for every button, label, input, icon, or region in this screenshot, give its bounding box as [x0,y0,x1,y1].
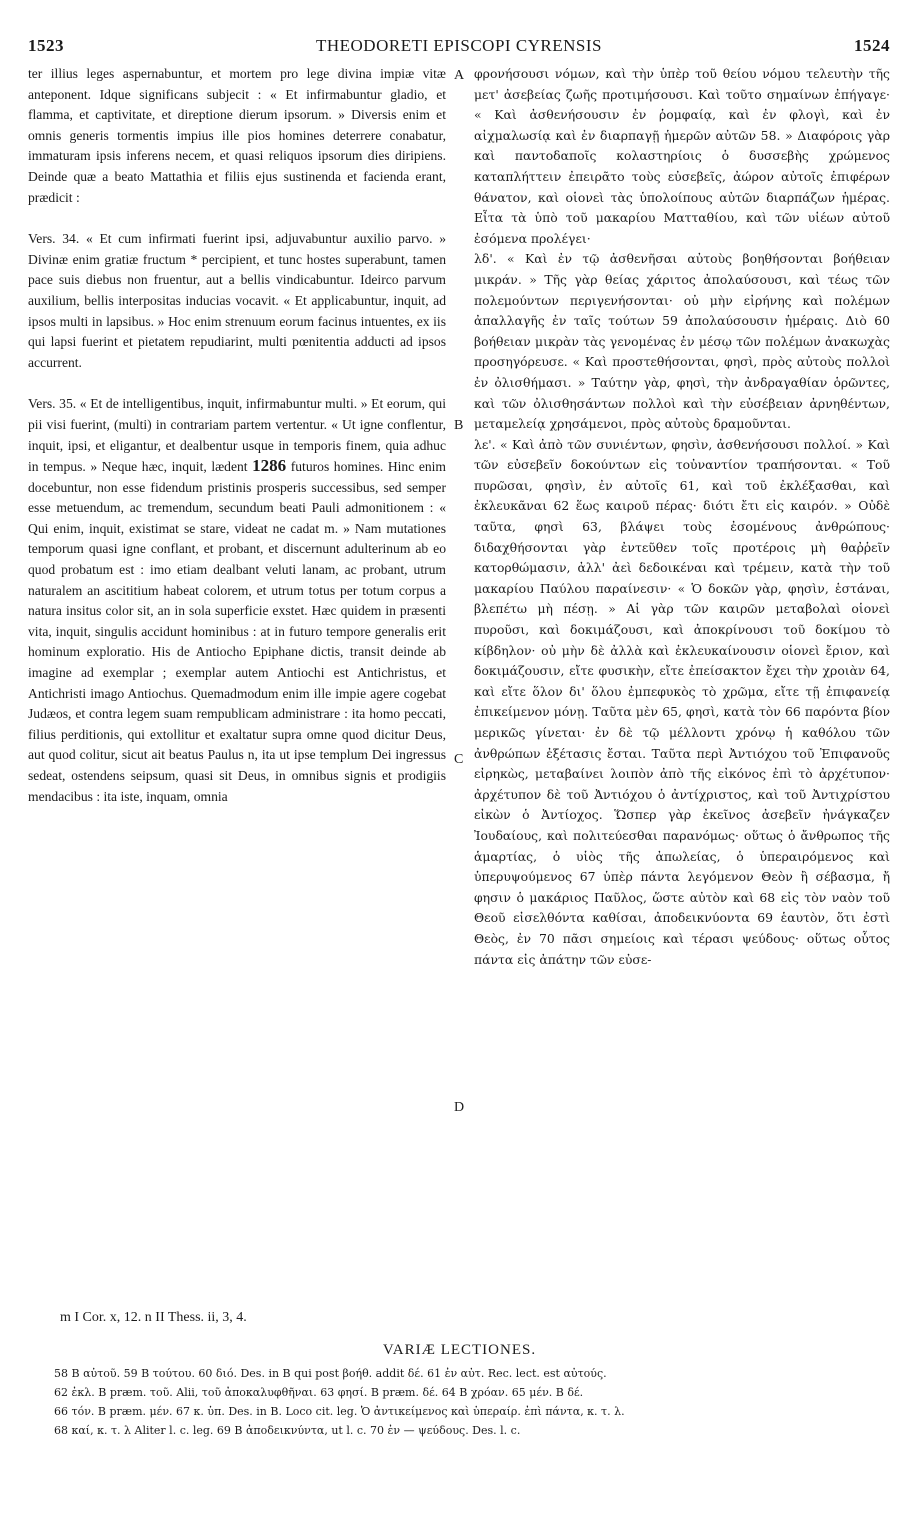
latin-paragraph-vers-35-part-a: Vers. 35. « Et de intelligentibus, inquit, infirmabuntur multi. » Et eorum, qui pii visi fuerint, (multi) in contrariam partem vertentur. « Ut igne conflentur, inquit, ipsi, et eligantur, et dealbentur usque in temporis finem, quia adhuc in tempus. » Neque hæc, inquit, lædent [28,396,446,475]
latin-paragraph-vers-34: Vers. 34. « Et cum infirmati fuerint ipsi, adjuvabuntur auxilio parvo. » Divinæ enim gratiæ fructum * percipient, et tunc hostes superabunt, tamen pace suis diebus non fruentur, aut a bellis vindicabuntur. Ideirco parvum auxilium, bellis interpositas inducias vocavit. « Et applicabuntur, inquit, ad ipsos multi in lapsibus. » Hoc enim strenuum eorum facinus intuentes, ex iis qui lapsi fuerint et pietatem repudiarint, multi pœnitentia adducti ad ipsos accurrent. [28,231,446,370]
margin-marker-b: B [454,418,464,433]
greek-paragraph-34: λδ'. « Καὶ ἐν τῷ ἀσθενῆσαι αὐτοὺς βοηθήσονται βοήθειαν μικράν. » Τῆς γὰρ θείας χάριτος ἀπολαύσουσι, καὶ τέως τῶν πολεμούντων περιγενήσονται· οὐ μὴν εἰρήνης καὶ πολέμων ἀπαλλαγῆς ἐν ταῖς τούτων 59 ἀπολαύσουσιν ἡμέραις. Διὸ 60 βοήθειαν μικρὰν τὰς γενομένας ἐν μέσῳ τῶν πολέμων ἀνακωχὰς προσηγόρευσε. « Καὶ προστεθήσονται, φησὶ, πρὸς αὐτοὺς πολλοὶ ἐν ὀλισθήμασι. » Ταύτην γὰρ, φησὶ, τὴν ἀνδραγαθίαν ὁρῶντες, καὶ τῶν ὀλισθησάντων πολλοὶ καὶ τὴν εὐσέβειαν ἀρνηθέντων, μεταμελείᾳ χρησάμενοι, πρὸς αὐτοὺς δραμοῦνται. [474,251,890,432]
greek-paragraph-35: λε'. « Καὶ ἀπὸ τῶν συνιέντων, φησὶν, ἀσθενήσουσι πολλοί. » Καὶ τῶν εὐσεβεῖν δοκούντων εἰς τοὐναντίον τραπήσονται. « Τοῦ πυρῶσαι, φησὶν, ἐν αὐτοῖς 61, καὶ τοῦ ἐκλέξασθαι, καὶ ἐκλευκᾶναι 62 ἕως καιροῦ πέρας· διότι ἔτι εἰς καιρόν. » Οὐδὲ ταῦτα, φησὶ 63, βλάψει τοὺς ἐσομένους ἀνθρώπους· διδαχθήσονται γὰρ ἐντεῦθεν τοῖς προτέροις μὴ θαῤῥεῖν κατορθώμασιν, ἀλλ' ἀεὶ δεδοικέναι καὶ τρέμειν, κατὰ τὴν τοῦ μακαρίου Παύλου παραίνεσιν· « Ὁ δοκῶν γὰρ, φησὶν, ἑστάναι, βλεπέτω μὴ πέσῃ. » Αἱ γὰρ τῶν καιρῶν μεταβολαὶ οἱονεὶ πυροῦσι, καὶ δοκιμάζουσι, καὶ ἀποκρίνουσι τοῦ δοκίμου τὸ κίβδηλον· οὐ μὴν δὲ ἀλλὰ καὶ ἐκλευκαίνουσιν οἱονεὶ ἔριον, καὶ δοκιμάζουσιν, εἴτε φυσικὴν, εἴτε ἐπείσακτον ἔχει τὴν χροιὰν 64, καὶ εἴτε ὅλον δι' ὅλου ἐμπεφυκὸς τὸ χρῶμα, εἴτε τῇ ἐπιφανείᾳ ἐπικείμενον μόνῃ. Ταῦτα μὲν 65, φησὶ, κατὰ τὸν 66 παρόντα βίον μερικῶς γίνεται· ἐν δὲ τῷ μέλλοντι χρόνῳ ἡ καθόλου τῶν ἀνθρώπων ἐξέτασις ἔσται. Ταῦτα περὶ Ἀντιόχου τοῦ Ἐπιφανοῦς εἰρηκὼς, μεταβαίνει λοιπὸν ἀπὸ τῆς εἰκόνος ἐπὶ τὸ ἀρχέτυπον· ἀρχέτυπον δὲ τοῦ Ἀντιόχου ὁ ἀντίχριστος, καὶ τοῦ Ἀντιχρίστου εἰκὼν ὁ Ἀντίοχος. Ὥσπερ γὰρ ἐκεῖνος ἀσεβεῖν ἠνάγκαζεν Ἰουδαίους, καὶ πολιτεύεσθαι παρανόμως· οὕτως ὁ ἄνθρωπος τῆς ἁμαρτίας, ὁ υἱὸς τῆς ἀπωλείας, ὁ ὑπεραιρόμενος καὶ ὑπερυψούμενος 67 ὑπὲρ πάντα λεγόμενον Θεὸν ἢ σέβασμα, ἤ φησιν ὁ μακάριος Παῦλος, ὥστε αὐτὸν καὶ 68 εἰς τὸν ναὸν τοῦ Θεοῦ εἰσελθόντα καθίσαι, ἀποδεικνύοντα 69 ἑαυτὸν, ὅτι ἐστὶ Θεὸς, ἐν 70 πᾶσι σημείοις καὶ τέρασι ψεύδους· οὕτως οὗτος πάντα εἰς ἀπάτην τῶν εὐσε- [474,436,890,967]
page-number-right: 1524 [854,36,890,55]
margin-marker-c: C [454,752,464,767]
margin-marker-d: D [454,1100,465,1115]
variant-line: 58 B αὐτοῦ. 59 B τούτου. 60 διό. Des. in B qui post βοήθ. addit δέ. 61 ἐν αὐτ. Rec. lect. est αὐτούς. [54,1367,607,1380]
variant-line: 68 καί, κ. τ. λ Aliter l. c. leg. 69 B ἀποδεικνύντα, ut l. c. 70 ἐν — ψεύδους. Des. l. c. [54,1424,521,1437]
running-title: THEODORETI EPISCOPI CYRENSIS [315,36,603,55]
latin-paragraph-vers-35 [28,394,446,807]
page-number-left: 1523 [28,36,64,55]
variant-line: 66 τόν. B præm. μέν. 67 κ. ὑπ. Des. in B. Loco cit. leg. Ὁ ἀντικείμενος καὶ ὑπεραίρ. ἐπὶ πάντα, κ. τ. λ. [54,1405,625,1418]
greek-paragraph-1: φρονήσουσι νόμων, καὶ τὴν ὑπὲρ τοῦ θείου νόμου τελευτὴν τῆς μετ' ἀσεβείας ζωῆς προτιμήσουσι. Καὶ τοῦτο σημαίνων ἐπήγαγε· « Καὶ ἀσθενήσουσιν ἐν ῥομφαίᾳ, καὶ ἐν φλογὶ, καὶ ἐν αἰχμαλωσίᾳ καὶ ἐν διαρπαγῇ ἡμερῶν αὐτῶν 58. » Διαφόροις γὰρ καὶ παντοδαποῖς κολαστηρίοις ὁ δυσσεβὴς χρώμενος καταπλήττειν ἐπειρᾶτο τοὺς εὐσεβεῖς, ἀώρον αὐτοῖς ἐπιφέρων θάνατον, καὶ οἱονεὶ τὰς ὑπολοίπους αὐτῶν διαρπάζων ἡμέρας. Εἶτα τὰ ὑπὸ τοῦ μακαρίου Ματταθίου, καὶ τῶν υἱέων αὐτοῦ ἐσόμενα προλέγει· [474,66,890,246]
latin-paragraph-vers-35-part-b: futuros homines. Hinc enim docebuntur, non esse fidendum pristinis prosperis successibus, sed semper esse metuendum, ac tremendum, secundum beati Pauli admonitionem : « Qui enim, inquit, existimat se stare, videat ne cadat m. » Nam mutationes temporum quasi igne conflant, et probant, et discernunt adulterinum ab eo quod probatum est : imo etiam dealbant veluti lanam, ac probant, utrum naturalem an ascititium habeat colorem, et utrum totus per totum corpus a natura insitus color sit, an in sola superficie exstet. Hæc quidem in præsenti vita, inquit, singulis accidunt hominibus : at in futuro tempore generalis erit hominum exploratio. His de Antiocho Epiphane dictis, transit deinde ab imagine ad exemplar ; exemplar autem Antiochi est Antichristus, et Antichristi imago Antiochus. Quemadmodum enim ille impie agere cogebat Judæos, et contra legem suam rempublicam administrare : ita homo peccati, filius perditionis, qui extollitur et exaltatur supra omne quod dicitur Deus, aut quod colitur, sicut ait beatus Paulus n, ita ut ipse templum Dei ingressus sedeat, ostendens seipsum, quasi sit Deus, in omnibus signis et prodigiis mendacibus : ita iste, inquam, omnia [28,459,447,804]
greek-column [474,64,890,970]
variant-line: 62 ἐκλ. B præm. τοῦ. Alii, τοῦ ἀποκαλυφθῆναι. 63 φησί. B præm. δέ. 64 B χρόαν. 65 μέν. B δέ. [54,1386,584,1399]
variae-lectiones [54,1364,890,1440]
margin-marker-a: A [454,68,465,83]
variae-lectiones-title: VARIÆ LECTIONES. [382,1342,537,1358]
latin-paragraph-1: ter illius leges aspernabuntur, et mortem pro lege divina impiæ vitæ anteponent. Idque significans subjecit : « Et infirmabuntur gladio, et flamma, et captivitate, et direptione dierum ipsorum. » Diversis enim et omnis generis tormentis impius ille pios homines deterrere conabatur, immaturam ipsis inferens necem, et quasi reliquos ipsorum dies diripiens. Deinde quæ a beato Mattathia et filiis ejus sustinenda et facienda erant, prædicit : [28,66,446,205]
column-number: 1286 [252,456,287,476]
latin-column [28,64,446,807]
running-header [28,36,890,58]
footnote-references: m I Cor. x, 12. n II Thess. ii, 3, 4. [60,1310,247,1325]
